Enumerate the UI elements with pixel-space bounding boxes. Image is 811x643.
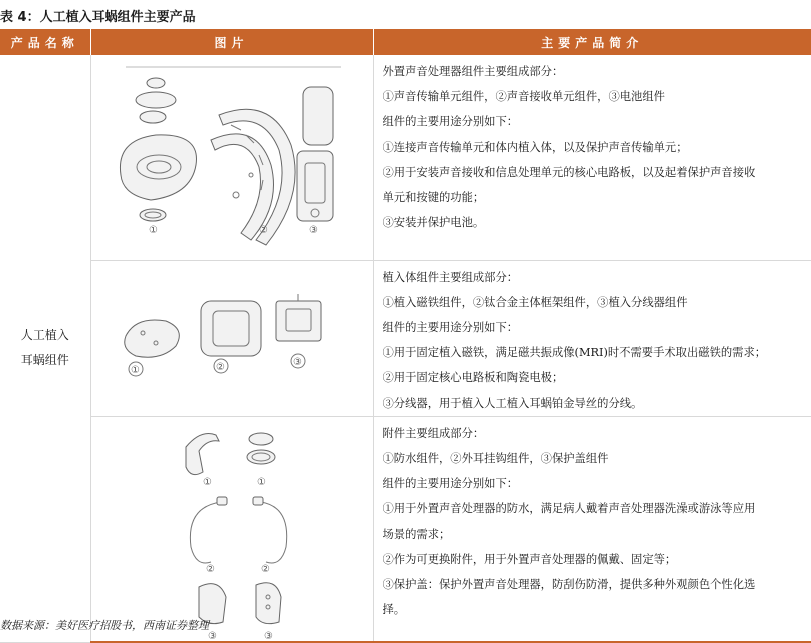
product-name-line-2: 耳蜗组件 [0,348,90,373]
picture-label: ② [259,225,268,236]
intro-cell-external-processor [373,55,811,260]
intro-line: 组件的主要用途分别如下： [383,315,811,340]
picture-label: ③ [293,357,302,368]
intro-line: ③安装并保护电池。 [383,210,811,235]
intro-line: ②用于固定核心电路板和陶瓷电极； [383,365,811,390]
intro-line: 单元和按键的功能； [383,185,811,210]
intro-line: ①连接声音传输单元和体内植入体，以及保护声音传输单元； [383,135,811,160]
intro-line: 外置声音处理器组件主要组成部分： [383,59,811,84]
picture-label: ② [206,564,215,575]
picture-cell-external-processor [90,55,373,260]
picture-label: ③ [309,225,318,236]
intro-cell-accessories [373,416,811,642]
picture-label: ③ [208,631,217,642]
table-row [0,55,811,260]
intro-line: ③分线器，用于植入人工植入耳蜗铂金导丝的分线。 [383,391,811,416]
product-name-line-1: 人工植入 [0,323,90,348]
picture-label: ② [261,564,270,575]
picture-label: ② [216,362,225,373]
table-row [0,260,811,416]
intro-line: ③保护盖：保护外置声音处理器，防刮伤防滑，提供多种外观颜色个性化选 [383,572,811,597]
product-name-cell [0,55,90,642]
header-product-name: 产品名称 [0,29,90,55]
intro-line: ①用于固定植入磁铁，满足磁共振成像(MRI)时不需要手术取出磁铁的需求； [383,340,811,365]
data-source-note: 数据来源：美好医疗招股书，西南证券整理 [0,617,209,633]
intro-line: ②作为可更换附件，用于外置声音处理器的佩戴、固定等； [383,547,811,572]
product-table [0,29,811,643]
intro-line: ①防水组件，②外耳挂钩组件，③保护盖组件 [383,446,811,471]
intro-line: 场景的需求； [383,522,811,547]
external-processor-illustration [91,55,374,260]
picture-label: ① [203,477,212,488]
picture-label: ① [257,477,266,488]
intro-line: ②用于安装声音接收和信息处理单元的核心电路板，以及起着保护声音接收 [383,160,811,185]
intro-line: ①植入磁铁组件，②钛合金主体框架组件，③植入分线器组件 [383,290,811,315]
intro-cell-implant [373,260,811,416]
intro-line: ①声音传输单元组件，②声音接收单元组件，③电池组件 [383,84,811,109]
picture-cell-accessories [90,416,373,642]
picture-label: ③ [264,631,273,642]
intro-line: 组件的主要用途分别如下： [383,471,811,496]
picture-label: ① [131,365,140,376]
intro-line: 择。 [383,597,811,622]
intro-line: 附件主要组成部分： [383,421,811,446]
intro-line: 组件的主要用途分别如下： [383,109,811,134]
header-intro: 主要产品简介 [373,29,811,55]
intro-line: 植入体组件主要组成部分： [383,265,811,290]
table-title: 表 4：人工植入耳蜗组件主要产品 [0,6,196,25]
intro-line: ①用于外置声音处理器的防水，满足病人戴着声音处理器洗澡或游泳等应用 [383,496,811,521]
picture-label: ① [149,225,158,236]
accessories-illustration [91,417,374,643]
table-row [0,416,811,642]
picture-cell-implant [90,260,373,416]
header-picture: 图片 [90,29,373,55]
implant-illustration [91,261,374,411]
